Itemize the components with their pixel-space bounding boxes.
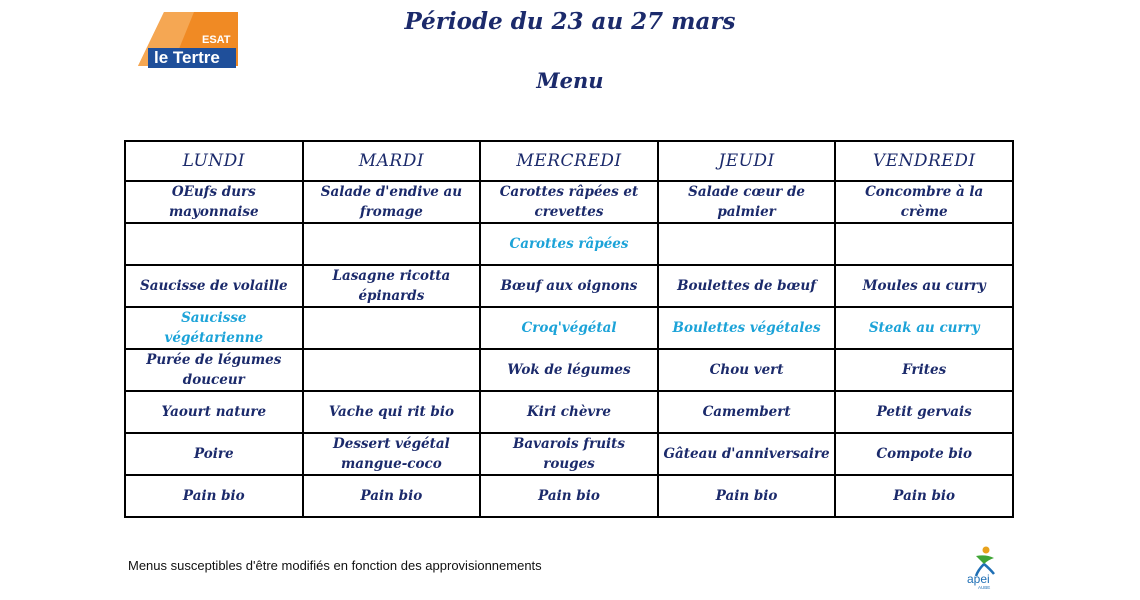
menu-cell	[303, 349, 481, 391]
apei-logo-graphic	[962, 544, 1006, 590]
menu-cell: Camembert	[658, 391, 836, 433]
menu-cell-vegetarian: Saucisse végétarienne	[125, 307, 303, 349]
apei-logo-region: AUBE	[978, 585, 991, 590]
day-header-friday: VENDREDI	[835, 141, 1013, 181]
menu-cell: OEufs durs mayonnaise	[125, 181, 303, 223]
day-header-tuesday: MARDI	[303, 141, 481, 181]
menu-cell: Gâteau d'anniversaire	[658, 433, 836, 475]
menu-cell: Vache qui rit bio	[303, 391, 481, 433]
logo-text-le-tertre: le Tertre	[154, 48, 220, 67]
menu-cell: Poire	[125, 433, 303, 475]
menu-cell: Compote bio	[835, 433, 1013, 475]
menu-row-side	[125, 349, 1013, 391]
menu-cell: Petit gervais	[835, 391, 1013, 433]
menu-cell: Frites	[835, 349, 1013, 391]
menu-cell: Salade cœur de palmier	[658, 181, 836, 223]
menu-row-main-vegetarian	[125, 307, 1013, 349]
menu-row-dessert	[125, 433, 1013, 475]
menu-cell: Pain bio	[125, 475, 303, 517]
menu-cell-vegetarian: Boulettes végétales	[658, 307, 836, 349]
menu-cell-vegetarian: Steak au curry	[835, 307, 1013, 349]
logo-text-esat: ESAT	[202, 34, 231, 46]
menu-cell: Wok de légumes	[480, 349, 658, 391]
menu-row-starter-vegetarian	[125, 223, 1013, 265]
menu-cell-vegetarian: Carottes râpées	[480, 223, 658, 265]
menu-cell: Saucisse de volaille	[125, 265, 303, 307]
day-header-row	[125, 141, 1013, 181]
menu-cell-vegetarian	[658, 223, 836, 265]
apei-logo	[962, 544, 1006, 590]
menu-row-starter	[125, 181, 1013, 223]
menu-cell: Chou vert	[658, 349, 836, 391]
menu-cell: Purée de légumes douceur	[125, 349, 303, 391]
menu-cell: Kiri chèvre	[480, 391, 658, 433]
period-title: Période du 23 au 27 mars	[404, 8, 736, 35]
apei-figure-arms-icon	[976, 555, 994, 564]
menu-cell: Dessert végétal mangue-coco	[303, 433, 481, 475]
menu-row-bread	[125, 475, 1013, 517]
menu-cell: Pain bio	[658, 475, 836, 517]
menu-cell: Moules au curry	[835, 265, 1013, 307]
menu-cell: Carottes râpées et crevettes	[480, 181, 658, 223]
day-header-wednesday: MERCREDI	[480, 141, 658, 181]
menu-cell: Yaourt nature	[125, 391, 303, 433]
day-header-monday: LUNDI	[125, 141, 303, 181]
menu-cell-vegetarian	[303, 223, 481, 265]
menu-cell: Salade d'endive au fromage	[303, 181, 481, 223]
menu-cell: Lasagne ricotta épinards	[303, 265, 481, 307]
menu-cell: Concombre à la crème	[835, 181, 1013, 223]
menu-row-main	[125, 265, 1013, 307]
menu-cell-vegetarian	[835, 223, 1013, 265]
menu-cell: Pain bio	[835, 475, 1013, 517]
day-header-thursday: JEUDI	[658, 141, 836, 181]
menu-cell: Boulettes de bœuf	[658, 265, 836, 307]
apei-logo-text: apei	[967, 572, 990, 586]
weekly-menu-table	[124, 140, 1014, 518]
menu-title: Menu	[536, 68, 604, 93]
menu-row-dairy	[125, 391, 1013, 433]
menu-cell: Bavarois fruits rouges	[480, 433, 658, 475]
menu-cell: Bœuf aux oignons	[480, 265, 658, 307]
menu-cell-vegetarian	[303, 307, 481, 349]
menu-cell-vegetarian	[125, 223, 303, 265]
apei-figure-head-icon	[983, 547, 990, 554]
menu-cell-vegetarian: Croq'végétal	[480, 307, 658, 349]
menu-cell: Pain bio	[303, 475, 481, 517]
supply-disclaimer-note: Menus susceptibles d'être modifiés en fonction des approvisionnements	[128, 558, 542, 573]
menu-cell: Pain bio	[480, 475, 658, 517]
